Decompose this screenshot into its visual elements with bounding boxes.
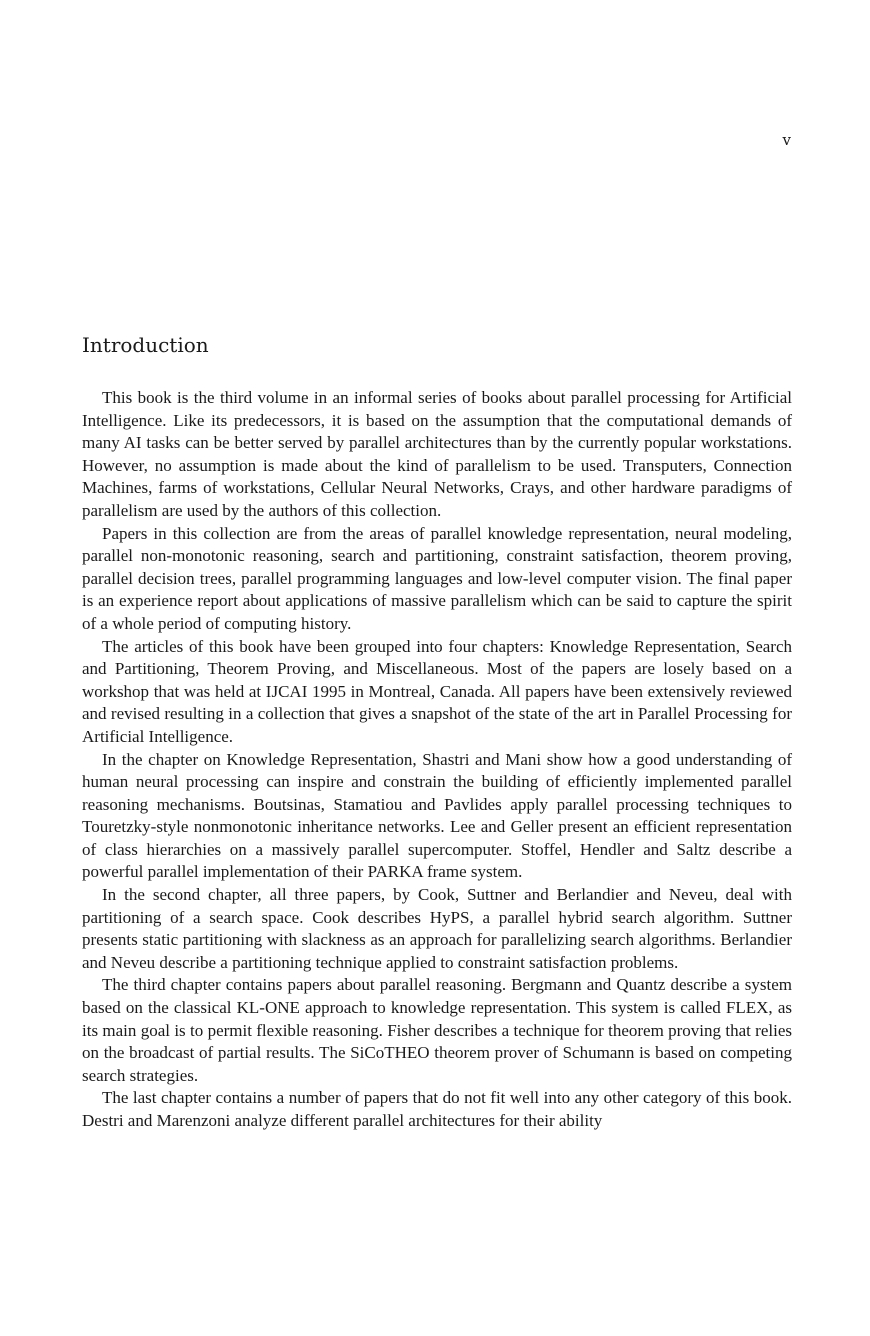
paragraph: In the second chapter, all three papers, by Cook, Suttner and Berlandier and Neveu, deal with partitioning of a search space. Cook describes HyPS, a parallel hybrid search algorithm. Suttner presents static partitioning with slackness as an approach for parallelizing search algorithms. Berlandier and Neveu describe a partitioning technique applied to constraint satisfaction problems. <box>82 885 792 972</box>
paragraph: Papers in this collection are from the areas of parallel knowledge representation, neural modeling, parallel non-monotonic reasoning, search and partitioning, constraint satisfaction, theorem proving, parallel decision trees, parallel programming languages and low-level computer vision. The final paper is an experience report about applications of massive parallelism which can be said to capture the spirit of a whole period of computing history. <box>82 523 792 633</box>
paragraph: The articles of this book have been grouped into four chapters: Knowledge Representation, Search and Partitioning, Theorem Proving, and Miscellaneous. Most of the papers are losely based on a workshop that was held at IJCAI 1995 in Montreal, Canada. All papers have been extensively reviewed and revised resulting in a collection that gives a snapshot of the state of the art in Parallel Processing for Artificial Intelligence. <box>82 636 792 746</box>
page-number: v <box>782 131 791 149</box>
section-title: Introduction <box>82 333 209 357</box>
paragraph: In the chapter on Knowledge Representation, Shastri and Mani show how a good understanding of human neural processing can inspire and constrain the building of efficiently implemented parallel reasoning mechanisms. Boutsinas, Stamatiou and Pavlides apply parallel processing techniques to Touretzky-style nonmonotonic inheritance networks. Lee and Geller present an efficient representation of class hierarchies on a massively parallel supercomputer. Stoffel, Hendler and Saltz describe a powerful parallel implementation of their PARKA frame system. <box>82 749 792 882</box>
paragraph: The last chapter contains a number of papers that do not fit well into any other category of this book. Destri and Marenzoni analyze different parallel architectures for their ability <box>82 1088 792 1130</box>
body-text <box>82 387 792 1133</box>
paragraph: This book is the third volume in an informal series of books about parallel processing for Artificial Intelligence. Like its predecessors, it is based on the assumption that the computational demands of many AI tasks can be better served by parallel architectures than by the currently popular workstations. However, no assumption is made about the kind of parallelism to be used. Transputers, Connection Machines, farms of workstations, Cellular Neural Networks, Crays, and other hardware paradigms of parallelism are used by the authors of this collection. <box>82 388 792 520</box>
paragraph: The third chapter contains papers about parallel reasoning. Bergmann and Quantz describe a system based on the classical KL-ONE approach to knowledge representation. This system is called FLEX, as its main goal is to permit flexible reasoning. Fisher describes a technique for theorem proving that relies on the broadcast of partial results. The SiCoTHEO theorem prover of Schumann is based on competing search strategies. <box>82 975 792 1085</box>
